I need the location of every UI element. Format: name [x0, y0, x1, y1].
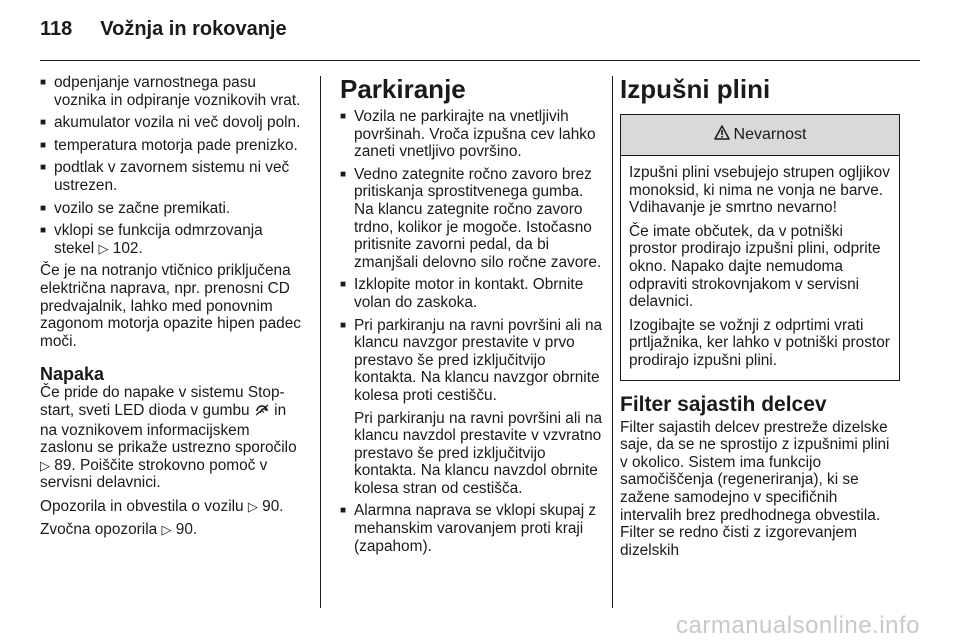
list-item: ■ podtlak v zavornem sistemu ni več ustrezen. [40, 159, 302, 194]
page-ref-link[interactable]: 102. [112, 239, 143, 257]
paragraph: Če je na notranjo vtičnico priključena električna naprava, npr. prenosni CD predvajalnik, lahko med ponovnim zagonom motorja opazite hipen padec moči. [40, 262, 301, 350]
list-item: ■ Alarmna naprava se vklopi skupaj z mehanskim varovanjem proti kraji (zapahom). [340, 502, 604, 555]
paragraph: Filter sajastih delcev prestreže dizelske saje, da se ne sprostijo z izpušnimi plini v okolico. Sistem ima funkcijo samočiščenja (regeneriranja), ki se zažene samodejno v specifičnih intervalih brez predhodnega obvestila. Filter se redno čisti z izgorevanjem dizelskih [620, 418, 890, 559]
svg-text:A: A [259, 408, 265, 415]
column-divider-1 [320, 76, 321, 608]
section-heading-napaka: Napaka [40, 364, 105, 385]
list-item: ■ vklopi se funkcija odmrzovanja stekel ▷ 102. [40, 222, 302, 257]
page-number: 118 [40, 18, 73, 40]
page-ref-link[interactable]: 89. [54, 456, 76, 474]
page-header [40, 18, 287, 48]
list-item: ■ akumulator vozila ni več dovolj poln. [40, 114, 302, 132]
list-item: ■ Pri parkiranju na ravni površini ali na klancu navzgor prestavite v prvo prestavo še pred izključitvijo kontakta. Na klancu navzgor obrnite kolesa proti cestišču. Pri parkiranju na ravni površini ali na klancu navzdol prestavite v vzvratno prestavo še pred izključitvijo kontakta. Na klancu navzdol obrnite kolesa stran od cestišča. [340, 317, 604, 498]
auto-stop-icon [254, 403, 270, 422]
arrow-ref-icon[interactable]: ▷ [247, 498, 258, 514]
warning-body [621, 156, 899, 380]
stop-conditions-list [40, 74, 302, 257]
warning-paragraph: Izpušni plini vsebujejo strupen ogljikov monoksid, ki nima ne vonja ne barve. Vdihavanje je smrtno nevarno! [629, 164, 890, 217]
page-title: Vožnja in rokovanje [100, 18, 287, 40]
warning-triangle-icon [714, 125, 734, 145]
section-heading-filter: Filter sajastih delcev [620, 392, 827, 416]
page-ref-link[interactable]: 90. [262, 497, 284, 515]
arrow-ref-icon[interactable]: ▷ [98, 240, 109, 256]
warning-header [621, 115, 899, 156]
column-divider-2 [612, 76, 613, 608]
arrow-ref-icon[interactable]: ▷ [40, 457, 50, 473]
list-item: ■ Vozila ne parkirajte na vnetljivih površinah. Vroča izpušna cev lahko zaneti vnetljivo površino. [340, 108, 604, 161]
parking-list [340, 108, 604, 555]
paragraph: Opozorila in obvestila o vozilu ▷ 90. [40, 497, 284, 515]
paragraph: Zvočna opozorila ▷ 90. [40, 521, 198, 539]
watermark: carmanualsonline.info [676, 612, 920, 639]
warning-box [620, 114, 900, 381]
column-2 [340, 74, 604, 560]
warning-title: Nevarnost [733, 126, 807, 144]
section-heading-parkiranje: Parkiranje [340, 74, 466, 104]
list-item: ■ Izklopite motor in kontakt. Obrnite volan do zaskoka. [340, 276, 604, 311]
sub-paragraph: Pri parkiranju na ravni površini ali na klancu navzdol prestavite v vzvratno prestavo še pred izključitvijo kontakta. Na klancu navzdol obrnite kolesa stran od cestišča. [354, 409, 603, 497]
list-item: ■ odpenjanje varnostnega pasu voznika in odpiranje voznikovih vrat. [40, 74, 302, 109]
section-heading-izpusni-plini: Izpušni plini [620, 74, 771, 104]
arrow-ref-icon[interactable]: ▷ [161, 522, 172, 538]
column-1 [40, 74, 302, 545]
column-3 [620, 74, 900, 565]
header-divider [40, 60, 920, 61]
warning-paragraph: Izogibajte se vožnji z odprtimi vrati prtljažnika, ker lahko v potniški prostor prodirajo izpušni plini. [629, 316, 890, 369]
list-item: ■ vozilo se začne premikati. [40, 200, 302, 218]
list-item: ■ Vedno zategnite ročno zavoro brez pritiskanja sprostitvenega gumba. Na klancu zategnite ročno zavoro trdno, kolikor je mogoče. Istočasno pritisnite zavorni pedal, da bi zmanjšali delovno silo ročne zavore. [340, 166, 604, 272]
page-ref-link[interactable]: 90. [175, 521, 198, 539]
list-item: ■ temperatura motorja pade prenizko. [40, 137, 302, 155]
paragraph: Če pride do napake v sistemu Stop-start, sveti LED dioda v gumbu A in na voznikovem informacijskem zaslonu se prikaže ustrezno sporočilo ▷ 89. Poiščite strokovno pomoč v servisni delavnici. [40, 384, 297, 492]
warning-paragraph: Če imate občutek, da v potniški prostor prodirajo izpušni plini, odprite okno. Napako dajte nemudoma odpraviti strokovnjakom v servisni delavnici. [629, 222, 881, 311]
